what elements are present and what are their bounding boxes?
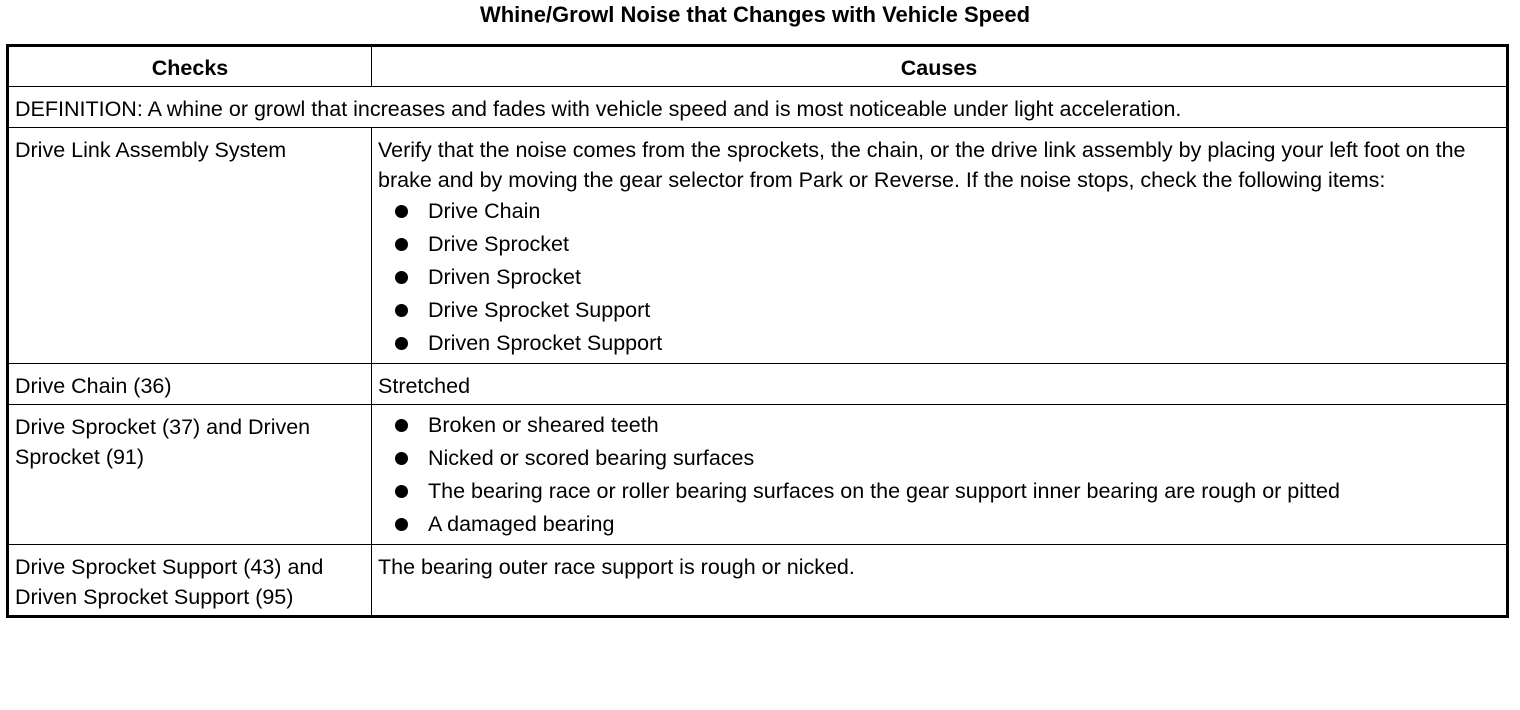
- list-item: A damaged bearing: [378, 508, 1500, 541]
- cause-bullet-list: [378, 409, 1500, 541]
- check-cell: Drive Chain (36): [8, 364, 372, 405]
- cause-cell: Stretched: [372, 364, 1508, 405]
- page-title: Whine/Growl Noise that Changes with Vehicle Speed: [479, 2, 1031, 27]
- cause-cell: [372, 128, 1508, 364]
- column-header-causes: Causes: [372, 46, 1508, 87]
- check-cell: Drive Link Assembly System: [8, 128, 372, 364]
- list-item: Nicked or scored bearing surfaces: [378, 442, 1500, 475]
- cause-cell: The bearing outer race support is rough or nicked.: [372, 545, 1508, 617]
- list-item: Driven Sprocket Support: [378, 327, 1500, 360]
- diagnostic-table: [6, 44, 1509, 618]
- column-header-checks: Checks: [8, 46, 372, 87]
- check-cell: Drive Sprocket (37) and Driven Sprocket (91): [8, 405, 372, 545]
- list-item: Drive Sprocket: [378, 228, 1500, 261]
- list-item: The bearing race or roller bearing surfaces on the gear support inner bearing are rough or pitted: [378, 475, 1500, 508]
- table-row: [8, 128, 1508, 364]
- cause-cell: [372, 405, 1508, 545]
- table-row: [8, 405, 1508, 545]
- list-item: Broken or sheared teeth: [378, 409, 1500, 442]
- list-item: Drive Chain: [378, 195, 1500, 228]
- table-row: [8, 364, 1508, 405]
- check-cell: Drive Sprocket Support (43) and Driven Sprocket Support (95): [8, 545, 372, 617]
- list-item: Driven Sprocket: [378, 261, 1500, 294]
- table-header-row: [8, 46, 1508, 87]
- definition-row: [8, 87, 1508, 128]
- cause-bullet-list: [378, 195, 1500, 360]
- list-item: Drive Sprocket Support: [378, 294, 1500, 327]
- table-row: [8, 545, 1508, 617]
- cause-text: Verify that the noise comes from the sprockets, the chain, or the drive link assembly by placing your left foot on the brake and by moving the gear selector from Park or Reverse. If the noise stops, check the following items:: [378, 138, 1466, 192]
- definition-text: DEFINITION: A whine or growl that increases and fades with vehicle speed and is most noticeable under light acceleration.: [8, 87, 1508, 128]
